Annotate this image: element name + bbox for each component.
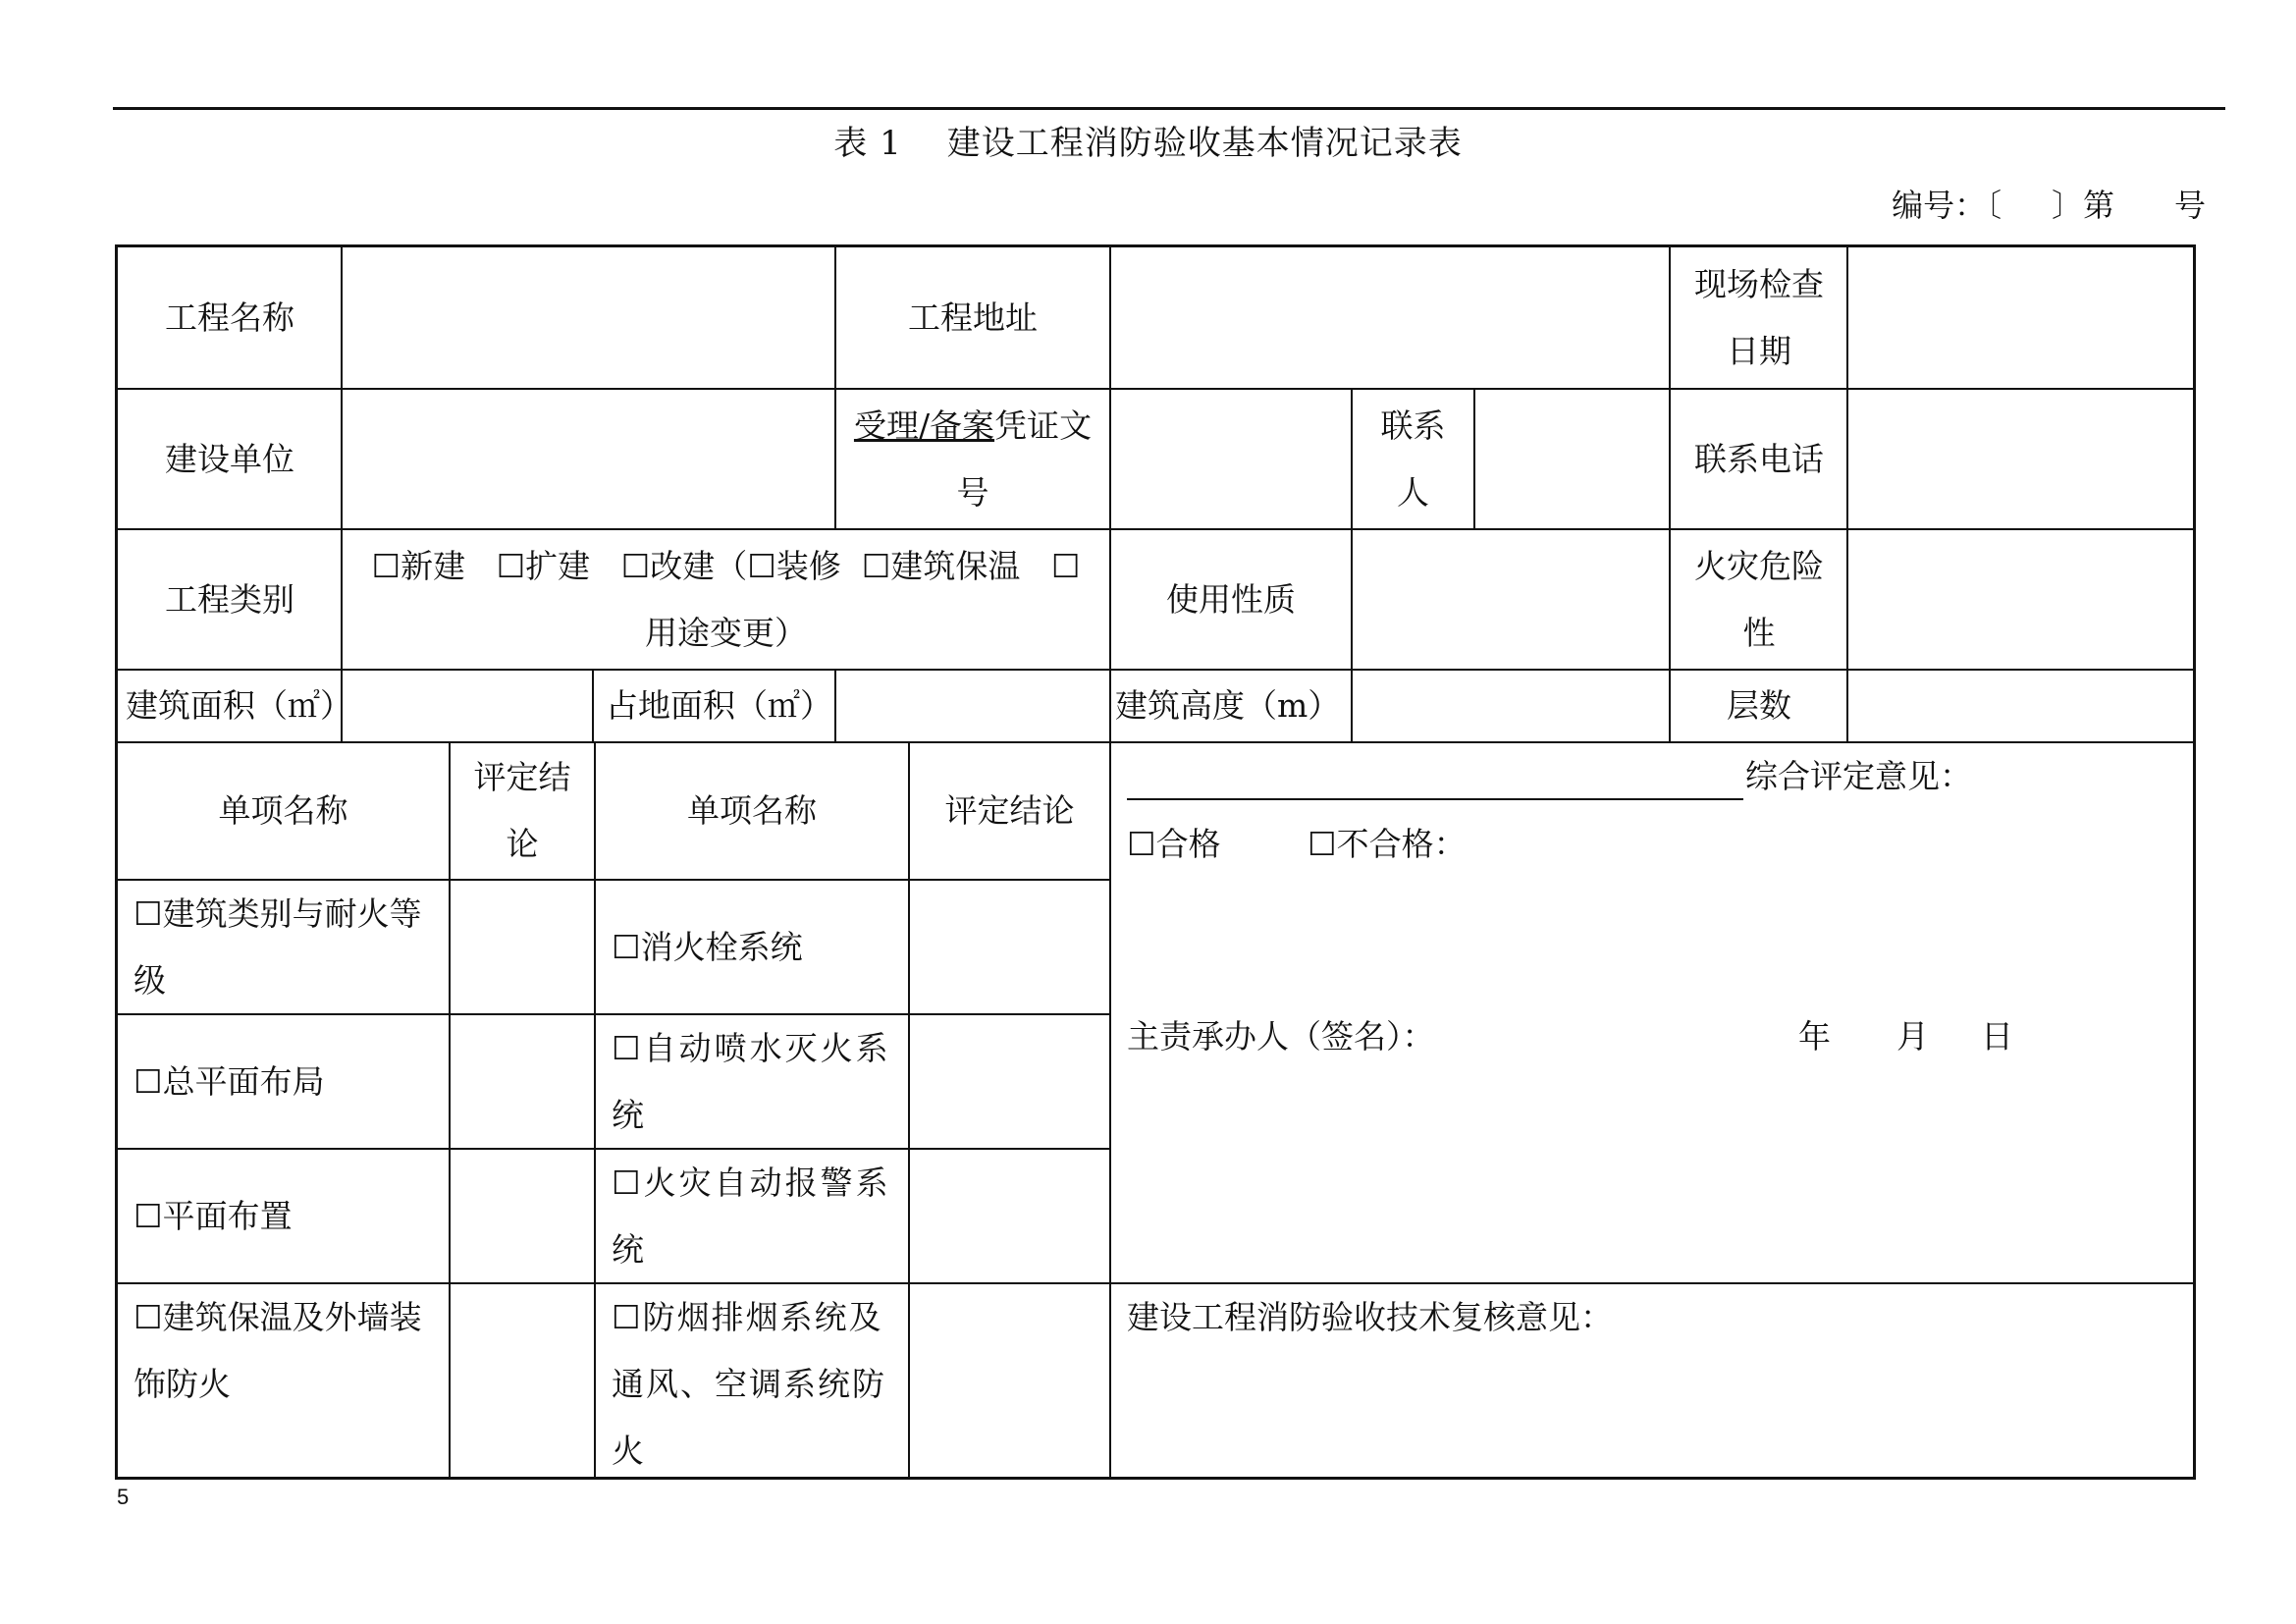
building-height-label: 建筑高度（m） xyxy=(1115,686,1341,725)
item-insulation-facade-conclusion[interactable] xyxy=(451,1284,594,1477)
contact-phone-label: 联系电话 xyxy=(1694,439,1824,478)
contact-phone-field[interactable] xyxy=(1848,390,2193,528)
building-area-label: 建筑面积（㎡） xyxy=(126,686,352,725)
page-number: 5 xyxy=(117,1485,130,1509)
date-month-label: 月 xyxy=(1896,1017,1929,1056)
floors-field[interactable] xyxy=(1848,671,2193,741)
item-site-layout-conclusion[interactable] xyxy=(451,1015,594,1148)
project-type-options[interactable]: ☐新建 ☐扩建 ☐改建（☐装修 ☐建筑保温 ☐用途变更） xyxy=(371,546,1081,652)
project-address-label: 工程地址 xyxy=(908,298,1038,337)
receipt-number-field[interactable] xyxy=(1111,390,1351,528)
form-title: 建设工程消防验收基本情况记录表 xyxy=(946,124,1463,163)
usage-field[interactable] xyxy=(1353,530,1669,669)
technical-review-label: 建设工程消防验收技术复核意见： xyxy=(1127,1298,1613,1336)
item-fire-alarm-system[interactable]: ☐火灾自动报警系统 xyxy=(612,1164,891,1269)
item-sprinkler-system[interactable]: ☐自动喷水灭火系统 xyxy=(612,1029,891,1134)
usage-label: 使用性质 xyxy=(1166,579,1296,619)
item-sprinkler-system-conclusion[interactable] xyxy=(910,1015,1109,1148)
opinion-blank-line xyxy=(1127,798,1743,800)
top-rule xyxy=(113,107,2225,110)
item-smoke-ventilation[interactable]: ☐防烟排烟系统及通风、空调系统防火 xyxy=(612,1298,886,1470)
col-divider xyxy=(592,669,594,741)
item-hydrant-system[interactable]: ☐消火栓系统 xyxy=(612,927,803,966)
contact-label: 联系人 xyxy=(1380,406,1446,512)
builder-field[interactable] xyxy=(343,390,834,528)
pass-checkbox[interactable]: ☐合格 xyxy=(1127,825,1221,863)
page-title xyxy=(0,116,2296,164)
floors-label: 层数 xyxy=(1727,686,1791,725)
fire-risk-label: 火灾危险性 xyxy=(1694,546,1824,652)
conclusion-header-right: 评定结论 xyxy=(944,791,1075,830)
serial-number: 编号：〔 〕第 号 xyxy=(1892,187,2206,224)
receipt-number-label: 受理/备案凭证文号 xyxy=(853,406,1093,512)
overall-opinion-label: 综合评定意见： xyxy=(1745,757,1972,795)
fire-risk-field[interactable] xyxy=(1848,530,2193,669)
project-name-field[interactable] xyxy=(343,247,834,388)
item-smoke-ventilation-conclusion[interactable] xyxy=(910,1284,1109,1477)
item-floor-plan[interactable]: ☐平面布置 xyxy=(133,1196,293,1235)
item-floor-plan-conclusion[interactable] xyxy=(451,1150,594,1282)
item-insulation-facade[interactable]: ☐建筑保温及外墙装饰防火 xyxy=(133,1298,422,1403)
item-building-class-conclusion[interactable] xyxy=(451,881,594,1013)
builder-label: 建设单位 xyxy=(165,439,294,478)
item-name-header-left: 单项名称 xyxy=(218,791,348,830)
project-type-label: 工程类别 xyxy=(165,579,294,619)
land-area-field[interactable] xyxy=(836,671,1109,741)
inspection-date-label: 现场检查日期 xyxy=(1694,264,1824,370)
fail-checkbox[interactable]: ☐不合格： xyxy=(1308,825,1467,863)
item-site-layout[interactable]: ☐总平面布局 xyxy=(133,1061,325,1101)
date-day-label: 日 xyxy=(1981,1017,2013,1056)
signer-label: 主责承办人（签名）： xyxy=(1127,1017,1435,1056)
item-fire-alarm-system-conclusion[interactable] xyxy=(910,1150,1109,1282)
land-area-label: 占地面积（㎡） xyxy=(606,686,832,725)
building-area-field[interactable] xyxy=(343,671,592,741)
item-building-class[interactable]: ☐建筑类别与耐火等级 xyxy=(133,894,422,1000)
conclusion-header-left: 评定结论 xyxy=(473,758,571,863)
contact-field[interactable] xyxy=(1475,390,1669,528)
project-name-label: 工程名称 xyxy=(165,298,294,337)
item-hydrant-system-conclusion[interactable] xyxy=(910,881,1109,1013)
table-number: 表 1 xyxy=(833,124,902,163)
receipt-underlined-text: 受理/备案 xyxy=(853,406,995,445)
record-form xyxy=(115,244,2196,1480)
date-year-label: 年 xyxy=(1798,1017,1831,1056)
building-height-field[interactable] xyxy=(1353,671,1669,741)
item-name-header-right: 单项名称 xyxy=(687,791,817,830)
inspection-date-field[interactable] xyxy=(1848,247,2193,388)
project-address-field[interactable] xyxy=(1111,247,1669,388)
